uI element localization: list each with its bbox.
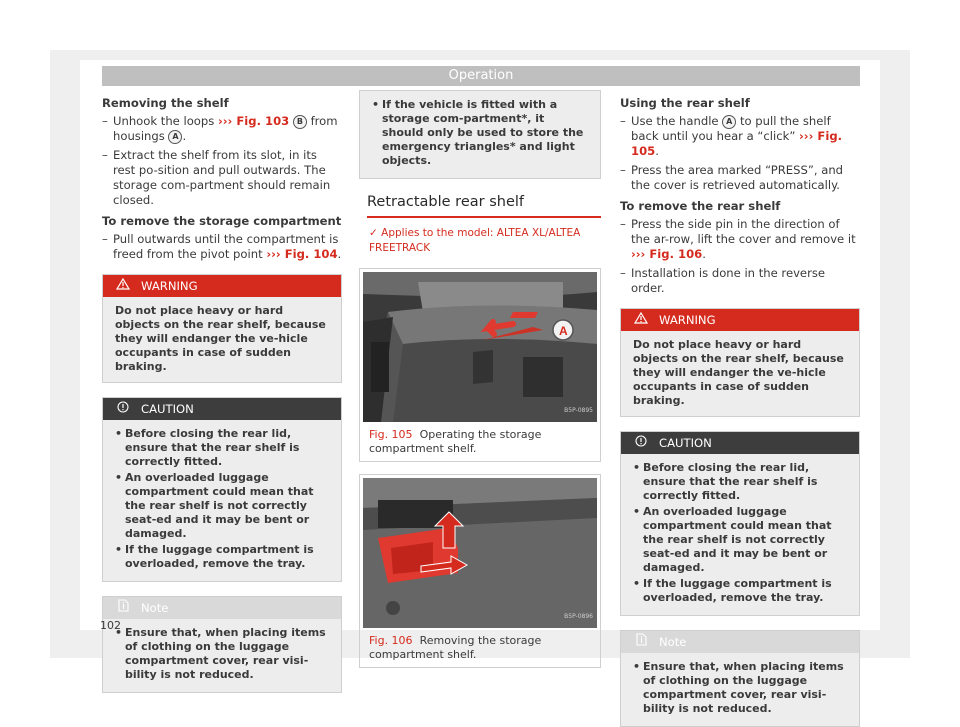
- caution-header: [621, 432, 859, 454]
- step-dash: –: [102, 232, 108, 246]
- step-press-area: [620, 163, 860, 193]
- caution-item: • An overloaded luggage compartment could mean that the rear shelf is not correctly seat-ed and it may be bent or damaged.: [115, 471, 329, 541]
- callout-a-icon: A: [722, 115, 736, 129]
- caution-circle-icon: [633, 432, 649, 454]
- note-header: [621, 631, 859, 653]
- step-dash: –: [620, 114, 626, 128]
- caution-body: [103, 420, 341, 581]
- step-extract-shelf: [102, 148, 342, 208]
- caution-circle-icon: [115, 398, 131, 420]
- using-shelf-heading: Using the rear shelf: [620, 96, 750, 110]
- step-text: Press the side pin in the direction of the ar-row, lift the cover and remove it: [631, 217, 856, 246]
- step-text: Installation is done in the reverse order.: [631, 266, 826, 295]
- step-use-handle: [620, 114, 860, 159]
- note-box: [620, 630, 860, 727]
- figure-code: B5P-0895: [564, 407, 593, 414]
- caution-body: [621, 454, 859, 615]
- figure-code: B5P-0896: [564, 613, 593, 620]
- figure-106: [359, 474, 601, 668]
- column-left: [102, 96, 342, 693]
- figure-label: Fig. 106: [369, 634, 413, 647]
- step-end: .: [337, 247, 342, 261]
- step-text: Unhook the loops: [113, 114, 218, 128]
- warning-label: WARNING: [141, 279, 198, 293]
- figure-106-image: [363, 478, 597, 628]
- note-label: Note: [659, 635, 687, 649]
- step-pull-outwards: [102, 232, 342, 262]
- step-dash: –: [102, 114, 108, 128]
- fig-103-link[interactable]: [218, 114, 289, 128]
- ref-arrows: ›››: [266, 247, 281, 261]
- warning-header: [621, 309, 859, 331]
- caption-text: Operating the storage compartment shelf.: [369, 428, 542, 455]
- caution-item: • An overloaded luggage compartment could mean that the rear shelf is not correctly seat-ed and it may be bent or damaged.: [633, 505, 847, 575]
- callout-a-icon: A: [168, 130, 182, 144]
- step-text: from housings: [113, 114, 338, 143]
- caution-item: • Before closing the rear lid, ensure that the rear shelf is correctly fitted.: [115, 427, 329, 469]
- warning-box: [620, 308, 860, 417]
- ref-arrows: ›››: [799, 129, 814, 143]
- step-dash: –: [620, 217, 626, 231]
- step-text: Use the handle: [631, 114, 723, 128]
- info-note-icon: [633, 631, 649, 653]
- ref-arrows: ›››: [217, 114, 233, 128]
- column-right: [620, 96, 860, 727]
- column-middle: [359, 90, 601, 668]
- page-header: Operation: [102, 66, 860, 86]
- note-item: • Ensure that, when placing items of clothing on the luggage compartment cover, rear visi-bility is not reduced.: [115, 626, 329, 682]
- callout-b-icon: B: [293, 115, 307, 129]
- ref-arrows: ›››: [631, 247, 646, 261]
- note-body: [103, 619, 341, 692]
- note-body: [621, 653, 859, 726]
- step-text: Pull outwards until the compartment is freed from the pivot point: [113, 232, 339, 261]
- caution-label: CAUTION: [659, 436, 712, 450]
- section-title: Retractable rear shelf: [367, 195, 601, 218]
- caution-box: [102, 397, 342, 582]
- ref-label: Fig. 105: [631, 129, 843, 158]
- caution-box: [620, 431, 860, 616]
- storage-note-item: • If the vehicle is fitted with a storage com-partment*, it should only be used to store the emergency triangles* and light objects.: [372, 98, 588, 168]
- step-unhook-loops: [102, 114, 342, 144]
- applies-to-line: [369, 226, 601, 256]
- warning-body: Do not place heavy or hard objects on the rear shelf, because they will endanger the ve-hicle occupants in case of sudden braking.: [103, 297, 341, 382]
- fig-106-link[interactable]: [631, 247, 702, 261]
- removing-shelf-heading: Removing the shelf: [102, 96, 229, 110]
- note-header: [103, 597, 341, 619]
- note-label: Note: [141, 601, 169, 615]
- fig-104-link[interactable]: [266, 247, 337, 261]
- caution-item: • If the luggage compartment is overloaded, remove the tray.: [115, 543, 329, 571]
- storage-note-box: [359, 90, 601, 179]
- check-icon: ✓: [369, 227, 378, 239]
- step-end: .: [702, 247, 706, 261]
- step-text: Extract the shelf from its slot, in its rest po-sition and pull outwards. The storage com-partment should remain closed.: [113, 148, 331, 207]
- step-dash: –: [620, 266, 626, 280]
- info-note-icon: [115, 597, 131, 619]
- caution-label: CAUTION: [141, 402, 194, 416]
- step-dash: –: [102, 148, 108, 162]
- step-end: .: [182, 129, 187, 143]
- ref-label: Fig. 104: [284, 247, 338, 261]
- caution-header: [103, 398, 341, 420]
- warning-header: [103, 275, 341, 297]
- warning-triangle-icon: [115, 275, 131, 297]
- figure-106-caption: [369, 634, 593, 662]
- step-text: Press the area marked “PRESS”, and the cover is retrieved automatically.: [631, 163, 844, 192]
- step-press-side-pin: [620, 217, 860, 262]
- caution-item: • Before closing the rear lid, ensure that the rear shelf is correctly fitted.: [633, 461, 847, 503]
- caption-text: Removing the storage compartment shelf.: [369, 634, 542, 661]
- svg-text:A: A: [559, 324, 568, 338]
- applies-text: Applies to the model: ALTEA XL/ALTEA FREETRACK: [369, 227, 581, 254]
- step-text: to pull the shelf back until you hear a “click”: [631, 114, 831, 143]
- remove-storage-heading: To remove the storage compartment: [102, 214, 342, 228]
- note-item: • Ensure that, when placing items of clothing on the luggage compartment cover, rear visi-bility is not reduced.: [633, 660, 847, 716]
- figure-105-image: [363, 272, 597, 422]
- remove-rear-shelf-heading: To remove the rear shelf: [620, 199, 781, 213]
- note-box: [102, 596, 342, 693]
- ref-label: Fig. 106: [649, 247, 703, 261]
- storage-note-body: [360, 91, 600, 178]
- step-dash: –: [620, 163, 626, 177]
- figure-label: Fig. 105: [369, 428, 413, 441]
- figure-105-caption: [369, 428, 593, 456]
- ref-label: Fig. 103: [236, 114, 290, 128]
- warning-box: [102, 274, 342, 383]
- step-end: .: [655, 144, 659, 158]
- figure-105: [359, 268, 601, 462]
- page-number: 102: [100, 619, 121, 632]
- step-installation: [620, 266, 860, 296]
- warning-body: Do not place heavy or hard objects on the rear shelf, because they will endanger the ve-hicle occupants in case of sudden braking.: [621, 331, 859, 416]
- warning-label: WARNING: [659, 313, 716, 327]
- caution-item: • If the luggage compartment is overloaded, remove the tray.: [633, 577, 847, 605]
- warning-triangle-icon: [633, 309, 649, 331]
